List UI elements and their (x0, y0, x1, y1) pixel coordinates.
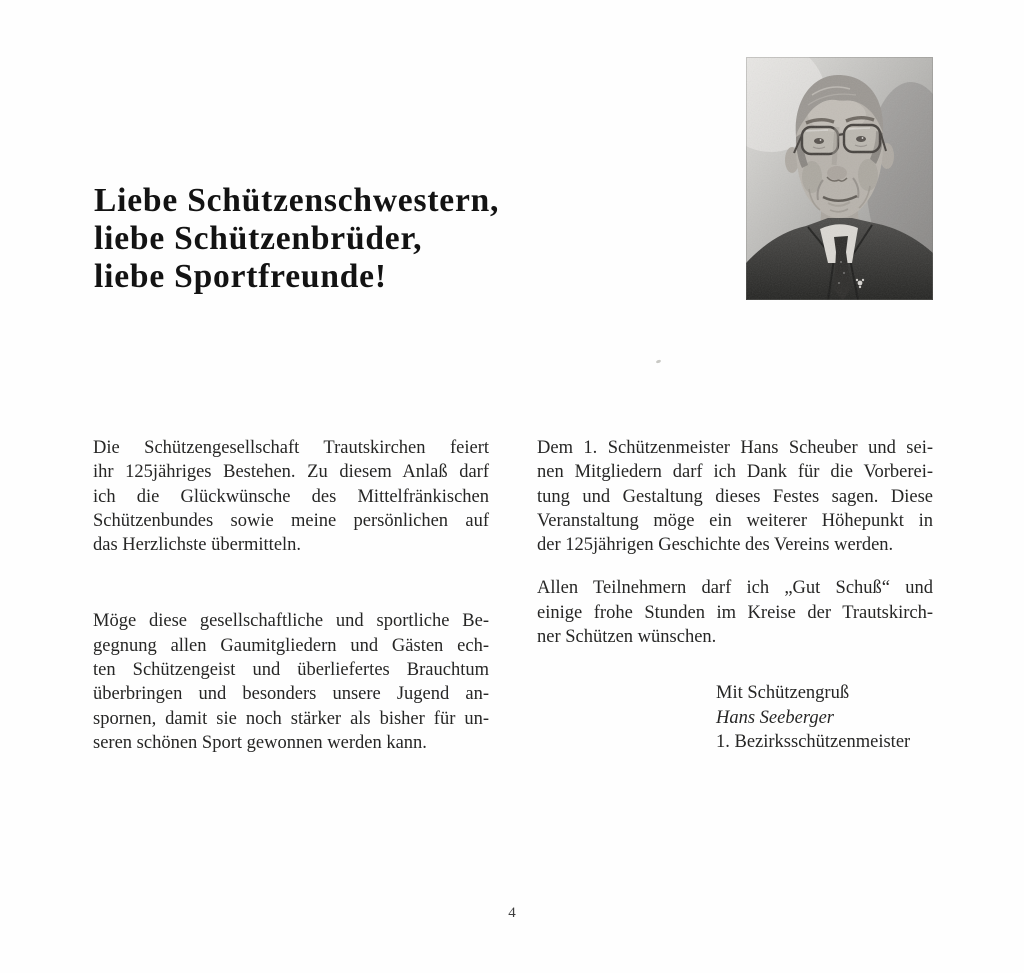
text-line: einige frohe Stunden im Kreise der Trautskirch- (537, 602, 933, 623)
text-line: tung und Gestaltung dieses Festes sagen. Diese (537, 486, 933, 507)
text-line: der 125jährigen Geschichte des Vereins werden. (537, 535, 894, 556)
portrait-photo-graphic (746, 57, 933, 300)
text-line: das Herzlichste übermitteln. (93, 535, 302, 556)
text-line: spornen, damit sie noch stärker als bisher für un- (93, 708, 489, 729)
page-title (94, 182, 499, 296)
text-line: Allen Teilnehmern darf ich „Gut Schuß“ und (537, 578, 933, 599)
text-line: Dem 1. Schützenmeister Hans Scheuber und sei- (537, 438, 933, 458)
heading-line: liebe Schützenbrüder, (94, 220, 423, 257)
text-line: nen Mitgliedern darf ich Dank für die Vorberei- (537, 462, 933, 483)
right-paragraph-1 (537, 436, 933, 557)
heading-line: Liebe Schützenschwestern, (94, 182, 500, 219)
text-line: ten Schützengeist und überliefertes Brauchtum (93, 660, 489, 681)
text-line: Veranstaltung möge ein weiterer Höhepunkt in (537, 510, 933, 531)
text-line: Schützenbundes sowie meine persönlichen auf (93, 510, 489, 531)
text-line: ich die Glückwünsche des Mittelfränkischen (93, 486, 489, 507)
right-paragraph-2 (537, 576, 933, 649)
page-number: 4 (508, 905, 516, 921)
left-text-column (93, 436, 489, 755)
portrait-photo (746, 57, 933, 300)
heading-line: liebe Sportfreunde! (94, 258, 387, 295)
left-paragraph-2 (93, 609, 489, 755)
text-line: Die Schützengesellschaft Trautskirchen feiert (93, 438, 489, 458)
signature-block (716, 681, 910, 755)
signature-salutation: Mit Schützengruß (716, 683, 850, 703)
text-line: überbringen und besonders unsere Jugend an- (93, 684, 489, 705)
text-line: ner Schützen wünschen. (537, 627, 717, 648)
left-paragraph-1 (93, 436, 489, 557)
signature-name: Hans Seeberger (716, 707, 834, 728)
signature-title: 1. Bezirksschützenmeister (716, 732, 911, 752)
text-line: ihr 125jähriges Bestehen. Zu diesem Anlaß darf (93, 462, 489, 483)
scan-artifact (656, 359, 662, 364)
text-line: Möge diese gesellschaftliche und sportliche Be- (93, 611, 489, 632)
text-line: gegnung allen Gaumitgliedern und Gästen ech- (93, 635, 489, 656)
right-text-column (537, 436, 933, 649)
photo-grain-overlay (746, 57, 933, 300)
text-line: seren schönen Sport gewonnen werden kann. (93, 732, 427, 753)
